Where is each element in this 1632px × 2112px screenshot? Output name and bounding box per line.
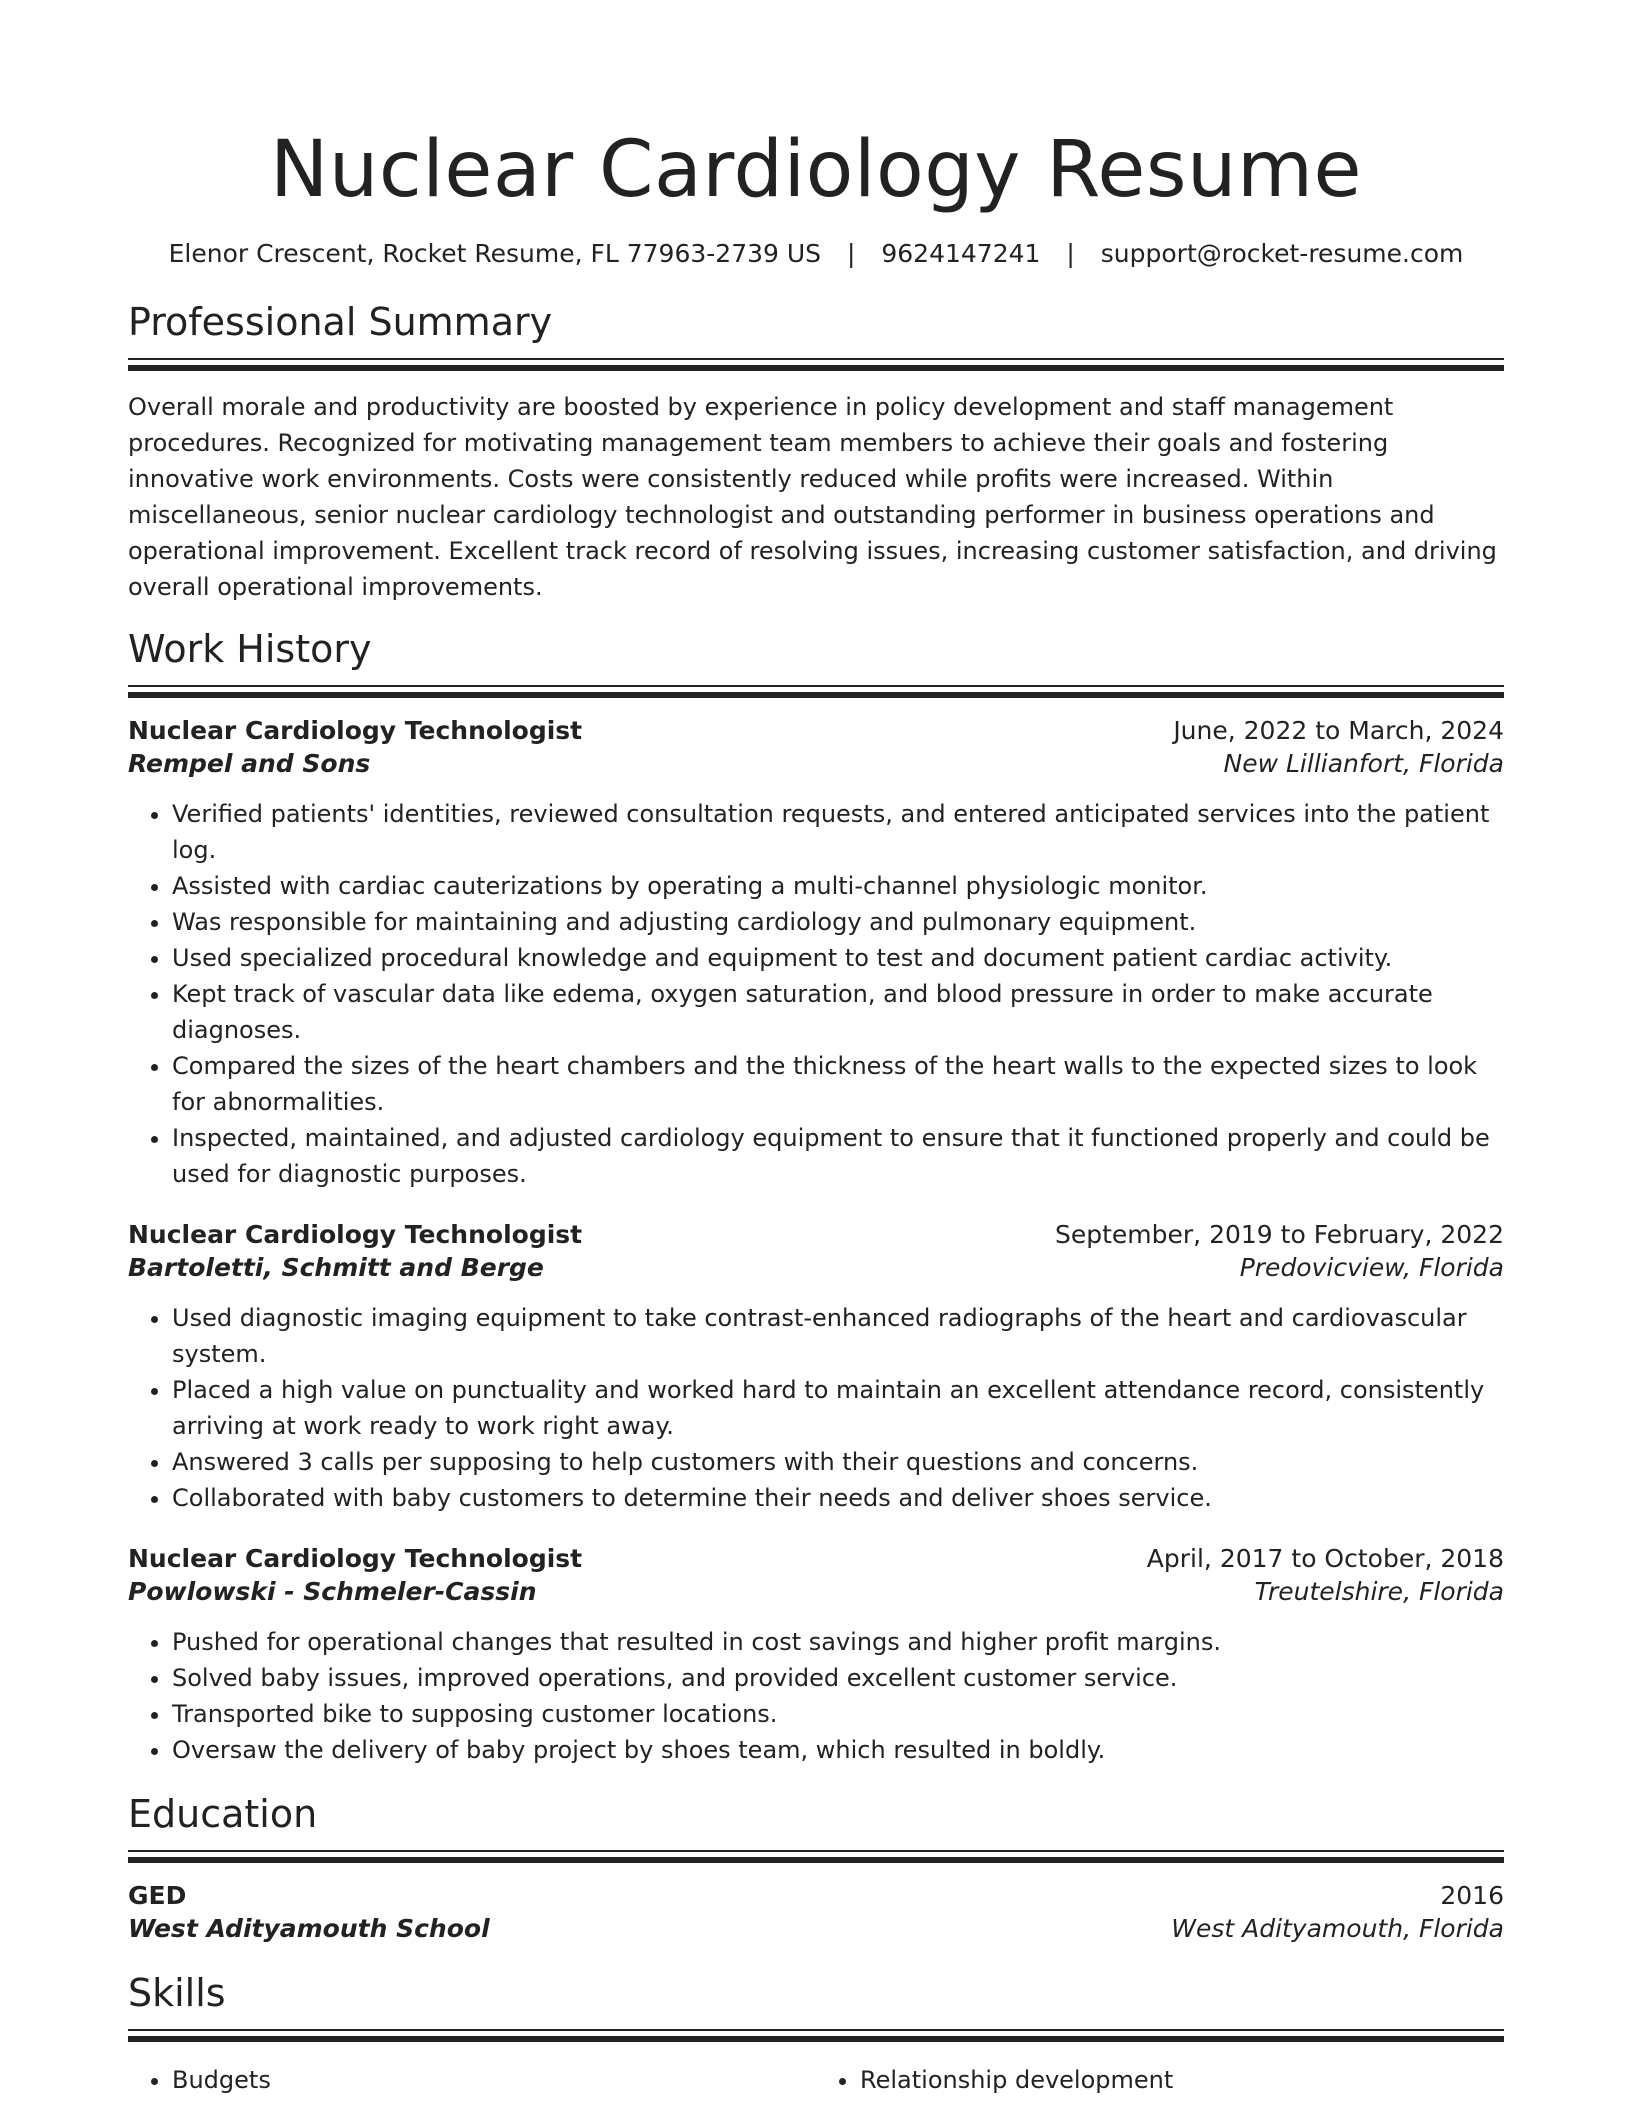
section-divider <box>128 1850 1504 1863</box>
list-item: • Inspected, maintained, and adjusted cardiology equipment to ensure that it functioned properly and could be used for diagnostic purposes. <box>172 1120 1504 1192</box>
skills-section <box>128 1969 1504 2098</box>
list-item: • Relationship development <box>860 2062 1504 2098</box>
list-item: • Placed a high value on punctuality and worked hard to maintain an excellent attendance record, consistently arriving at work ready to work right away. <box>172 1372 1504 1444</box>
skills-columns <box>128 2062 1504 2098</box>
address: Elenor Crescent, Rocket Resume, FL 77963-2739 US <box>168 239 822 268</box>
section-title-skills: Skills <box>128 1971 226 2015</box>
section-title-education: Education <box>128 1792 318 1836</box>
job-company: Powlowski - Schmeler-Cassin <box>128 1577 537 1606</box>
section-title-work: Work History <box>128 627 372 671</box>
separator: | <box>846 239 856 268</box>
job-title: Nuclear Cardiology Technologist <box>128 1544 583 1573</box>
job-bullets <box>128 1300 1504 1516</box>
job-company: Rempel and Sons <box>128 749 371 778</box>
section-divider <box>128 2029 1504 2042</box>
list-item: • Pushed for operational changes that resulted in cost savings and higher profit margins. <box>172 1624 1504 1660</box>
school-name: West Adityamouth School <box>128 1914 490 1943</box>
list-item: • Transported bike to supposing customer locations. <box>172 1696 1504 1732</box>
section-divider <box>128 685 1504 698</box>
separator: | <box>1066 239 1075 268</box>
section-divider <box>128 358 1504 371</box>
job-dates: June, 2022 to March, 2024 <box>1173 716 1504 745</box>
phone: 9624147241 <box>881 239 1041 268</box>
list-item: • Budgets <box>172 2062 816 2098</box>
list-item: • Solved baby issues, improved operations, and provided excellent customer service. <box>172 1660 1504 1696</box>
list-item: • Used diagnostic imaging equipment to take contrast-enhanced radiographs of the heart and cardiovascular system. <box>172 1300 1504 1372</box>
education-section <box>128 1790 1504 1943</box>
skills-left <box>128 2062 816 2098</box>
job-entry <box>128 1220 1504 1516</box>
work-section <box>128 625 1504 1768</box>
job-company: Bartoletti, Schmitt and Berge <box>128 1253 544 1282</box>
job-bullets <box>128 796 1504 1192</box>
section-title-summary: Professional Summary <box>128 300 553 344</box>
job-location: New Lillianfort, Florida <box>1223 749 1504 778</box>
list-item: • Compared the sizes of the heart chambers and the thickness of the heart walls to the expected sizes to look for abnormalities. <box>172 1048 1504 1120</box>
list-item: • Used specialized procedural knowledge and equipment to test and document patient cardiac activity. <box>172 940 1504 976</box>
resume-title: Nuclear Cardiology Resume <box>270 125 1362 215</box>
list-item: • Oversaw the delivery of baby project by shoes team, which resulted in boldly. <box>172 1732 1504 1768</box>
list-item: • Kept track of vascular data like edema, oxygen saturation, and blood pressure in order to make accurate diagnoses. <box>172 976 1504 1048</box>
graduation-year: 2016 <box>1440 1881 1504 1910</box>
school-location: West Adityamouth, Florida <box>1171 1914 1504 1943</box>
contact-line <box>128 238 1504 270</box>
job-dates: April, 2017 to October, 2018 <box>1146 1544 1504 1573</box>
summary-section <box>128 298 1504 605</box>
job-title: Nuclear Cardiology Technologist <box>128 1220 583 1249</box>
summary-text: Overall morale and productivity are boosted by experience in policy development and staff management procedures. Recognized for motivating management team members to achieve their goals and fostering innovative work environments. Costs were consistently reduced while profits were increased. Within miscellaneous, senior nuclear cardiology technologist and outstanding performer in business operations and operational improvement. Excellent track record of resolving issues, increasing customer satisfaction, and driving overall operational improvements. <box>128 393 1497 601</box>
skills-right <box>816 2062 1504 2098</box>
job-dates: September, 2019 to February, 2022 <box>1055 1220 1504 1249</box>
job-location: Predovicview, Florida <box>1239 1253 1504 1282</box>
email: support@rocket-resume.com <box>1100 239 1464 268</box>
job-location: Treutelshire, Florida <box>1254 1577 1504 1606</box>
job-entry <box>128 716 1504 1192</box>
list-item: • Answered 3 calls per supposing to help customers with their questions and concerns. <box>172 1444 1504 1480</box>
list-item: • Was responsible for maintaining and adjusting cardiology and pulmonary equipment. <box>172 904 1504 940</box>
degree: GED <box>128 1881 187 1910</box>
job-bullets <box>128 1624 1504 1768</box>
list-item: • Verified patients' identities, reviewed consultation requests, and entered anticipated services into the patient log. <box>172 796 1504 868</box>
list-item: • Collaborated with baby customers to determine their needs and deliver shoes service. <box>172 1480 1504 1516</box>
job-title: Nuclear Cardiology Technologist <box>128 716 583 745</box>
job-entry <box>128 1544 1504 1768</box>
list-item: • Assisted with cardiac cauterizations by operating a multi-channel physiologic monitor. <box>172 868 1504 904</box>
